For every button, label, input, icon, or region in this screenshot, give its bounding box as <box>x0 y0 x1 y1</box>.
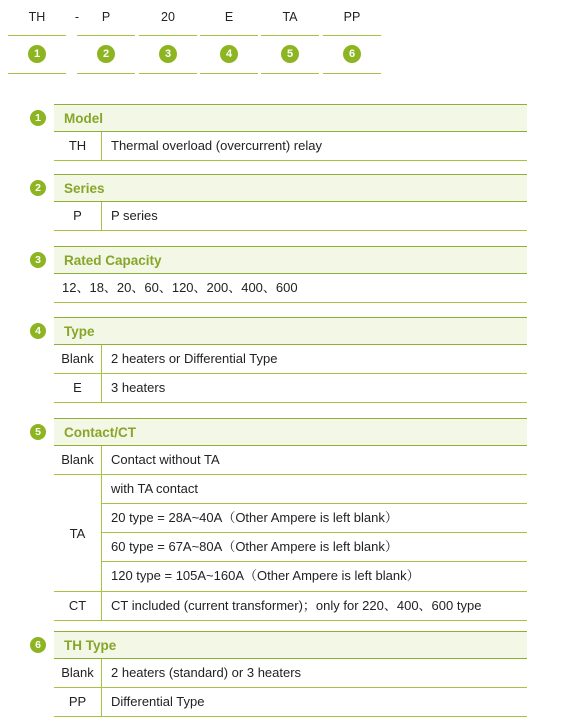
number-badge: 6 <box>30 637 46 653</box>
row-value: 120 type = 105A~160A（Other Ampere is left blank） <box>111 568 420 583</box>
section-header <box>30 418 527 446</box>
row-key: TH <box>54 132 102 160</box>
divider <box>139 73 197 74</box>
number-badge: 1 <box>28 45 46 63</box>
row-value: Contact without TA <box>111 452 220 467</box>
code-text: PP <box>343 10 361 24</box>
number-badge: 4 <box>220 45 238 63</box>
code-text: P <box>101 10 111 24</box>
row-key: Blank <box>54 345 102 373</box>
section-title: TH Type <box>54 631 527 659</box>
row-value: 2 heaters or Differential Type <box>111 351 278 366</box>
divider <box>8 35 66 36</box>
number-badge: 1 <box>30 110 46 126</box>
divider <box>323 35 381 36</box>
section-header <box>30 246 527 274</box>
section-th-type <box>30 631 527 717</box>
section-title: Type <box>54 317 527 345</box>
table-row <box>54 592 527 621</box>
row-key: TA <box>54 475 102 591</box>
section-series <box>30 174 527 231</box>
divider <box>200 35 258 36</box>
row-key: Blank <box>54 659 102 687</box>
code-dash: - <box>74 10 80 24</box>
section-header <box>30 174 527 202</box>
section-rated-capacity <box>30 246 527 303</box>
section-contact-ct <box>30 418 527 621</box>
code-text: TH <box>28 10 46 24</box>
row-key: P <box>54 202 102 230</box>
number-badge: 2 <box>30 180 46 196</box>
section-title: Contact/CT <box>54 418 527 446</box>
row-value: with TA contact <box>102 475 527 504</box>
row-key: Blank <box>54 446 102 474</box>
divider <box>139 35 197 36</box>
divider <box>77 73 135 74</box>
row-value: Differential Type <box>111 694 205 709</box>
table-row <box>54 132 527 161</box>
divider <box>323 73 381 74</box>
row-value: 2 heaters (standard) or 3 heaters <box>111 665 302 680</box>
section-header <box>30 631 527 659</box>
section-title: Rated Capacity <box>54 246 527 274</box>
number-badge: 4 <box>30 323 46 339</box>
number-badge: 5 <box>281 45 299 63</box>
section-title: Series <box>54 174 527 202</box>
row-key: PP <box>54 688 102 716</box>
row-value: P series <box>111 208 158 223</box>
divider <box>261 35 319 36</box>
number-badge: 3 <box>30 252 46 268</box>
row-value: 60 type = 67A~80A（Other Ampere is left blank） <box>102 533 527 562</box>
divider <box>261 73 319 74</box>
section-header <box>30 104 527 132</box>
row-value: 3 heaters <box>111 380 166 395</box>
row-key: E <box>54 374 102 402</box>
row-value: CT included (current transformer)；only for 220、400、600 type <box>111 598 482 613</box>
code-text: E <box>224 10 234 24</box>
divider <box>200 73 258 74</box>
section-type <box>30 317 527 403</box>
table-row <box>54 374 527 403</box>
section-model <box>30 104 527 161</box>
table-row <box>54 345 527 374</box>
row-value: 12、18、20、60、120、200、400、600 <box>62 280 298 295</box>
number-badge: 5 <box>30 424 46 440</box>
table-row <box>54 274 527 303</box>
table-row <box>54 202 527 231</box>
section-header <box>30 317 527 345</box>
table-row <box>54 446 527 475</box>
row-value: Thermal overload (overcurrent) relay <box>111 138 322 153</box>
row-value: 20 type = 28A~40A（Other Ampere is left blank） <box>102 504 527 533</box>
section-title: Model <box>54 104 527 132</box>
code-text: 20 <box>161 10 175 24</box>
number-badge: 2 <box>97 45 115 63</box>
table-row-group <box>54 475 527 592</box>
row-values <box>102 475 527 591</box>
divider <box>8 73 66 74</box>
table-row <box>54 659 527 688</box>
number-badge: 3 <box>159 45 177 63</box>
number-badge: 6 <box>343 45 361 63</box>
divider <box>77 35 135 36</box>
row-key: CT <box>54 592 102 620</box>
model-code-diagram <box>8 6 388 76</box>
table-row <box>54 688 527 717</box>
code-text: TA <box>282 10 298 24</box>
